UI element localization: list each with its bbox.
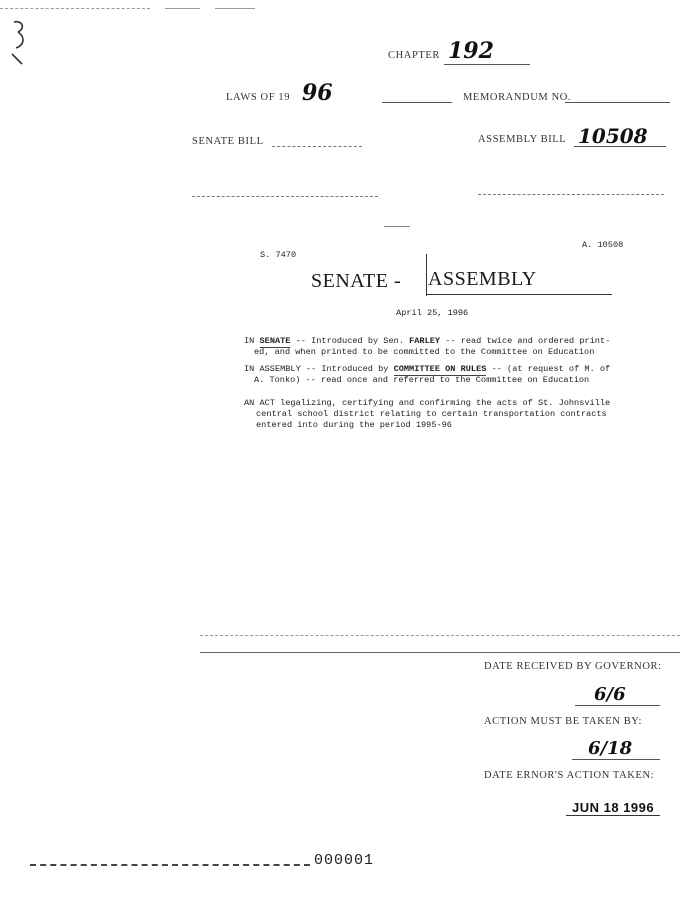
action-must-underline (572, 759, 660, 760)
senate-sponsor: FARLEY (409, 336, 441, 346)
lower-separator-dashed (200, 635, 680, 636)
assembly-bill-underline (574, 146, 666, 147)
scan-artifact-line (215, 8, 255, 9)
act-title-line-1: AN ACT legalizing, certifying and confirming the acts of St. Johnsville (244, 398, 611, 408)
act-title-line-2: central school district relating to certain transportation contracts (256, 409, 607, 419)
assembly-bill-number: A. 10508 (582, 240, 624, 250)
date-received-underline (575, 705, 660, 706)
date-received-label: DATE RECEIVED BY GOVERNOR: (484, 661, 662, 672)
senate-bill-line (272, 146, 362, 147)
act-title-line-3: entered into during the period 1995-96 (256, 420, 452, 430)
laws-label: LAWS OF 19 (226, 92, 291, 103)
assembly-prefix: IN ASSEMBLY -- Introduced by (244, 364, 389, 374)
scan-artifact-line (0, 8, 150, 9)
senate-text-2: -- read twice and ordered print- (445, 336, 611, 346)
senate-intro-line-1 (244, 336, 610, 348)
senate-prefix: IN (244, 336, 255, 346)
heading-vertical-mark (426, 254, 427, 296)
chapter-underline (444, 64, 530, 65)
assembly-text-1: -- (at request of M. of (491, 364, 611, 374)
laws-blank-line (382, 102, 452, 103)
senate-word: SENATE (259, 336, 291, 346)
laws-value: 96 (302, 80, 333, 106)
lower-separator (200, 652, 680, 653)
page-number-leader (30, 864, 310, 866)
page-number: 000001 (314, 852, 375, 869)
form-separator-left (192, 196, 378, 197)
bill-heading-senate: SENATE - (311, 270, 402, 292)
bill-date: April 25, 1996 (396, 308, 469, 318)
action-must-label: ACTION MUST BE TAKEN BY: (484, 716, 643, 727)
corner-scribble-icon (8, 18, 34, 71)
assembly-bill-label: ASSEMBLY BILL (478, 134, 567, 145)
assembly-bill-value: 10508 (578, 124, 648, 148)
senate-intro-line-2: ed, and when printed to be committed to the Committee on Education (254, 347, 595, 357)
assembly-committee: COMMITTEE ON RULES (393, 364, 487, 374)
scan-artifact-line (165, 8, 200, 9)
form-separator-right (478, 194, 664, 195)
action-taken-underline (566, 815, 660, 816)
action-taken-label: DATE ERNOR'S ACTION TAKEN: (484, 770, 655, 781)
senate-bill-label: SENATE BILL (192, 136, 264, 147)
memorandum-line (565, 102, 670, 103)
bill-heading-assembly: ASSEMBLY (428, 268, 537, 290)
action-taken-stamp: JUN 18 1996 (572, 800, 655, 815)
senate-text-1: -- Introduced by Sen. (295, 336, 404, 346)
date-received-value: 6/6 (594, 684, 626, 705)
chapter-value: 192 (448, 38, 494, 64)
action-must-value: 6/18 (588, 738, 633, 759)
chapter-label: CHAPTER (388, 50, 441, 61)
memorandum-label: MEMORANDUM NO. (463, 92, 572, 103)
heading-underline (426, 294, 612, 295)
senate-bill-number: S. 7470 (260, 250, 297, 260)
assembly-intro-line-1 (244, 364, 610, 376)
assembly-intro-line-2: A. Tonko) -- read once and referred to the Committee on Education (254, 375, 590, 385)
scan-artifact-line (384, 226, 410, 227)
